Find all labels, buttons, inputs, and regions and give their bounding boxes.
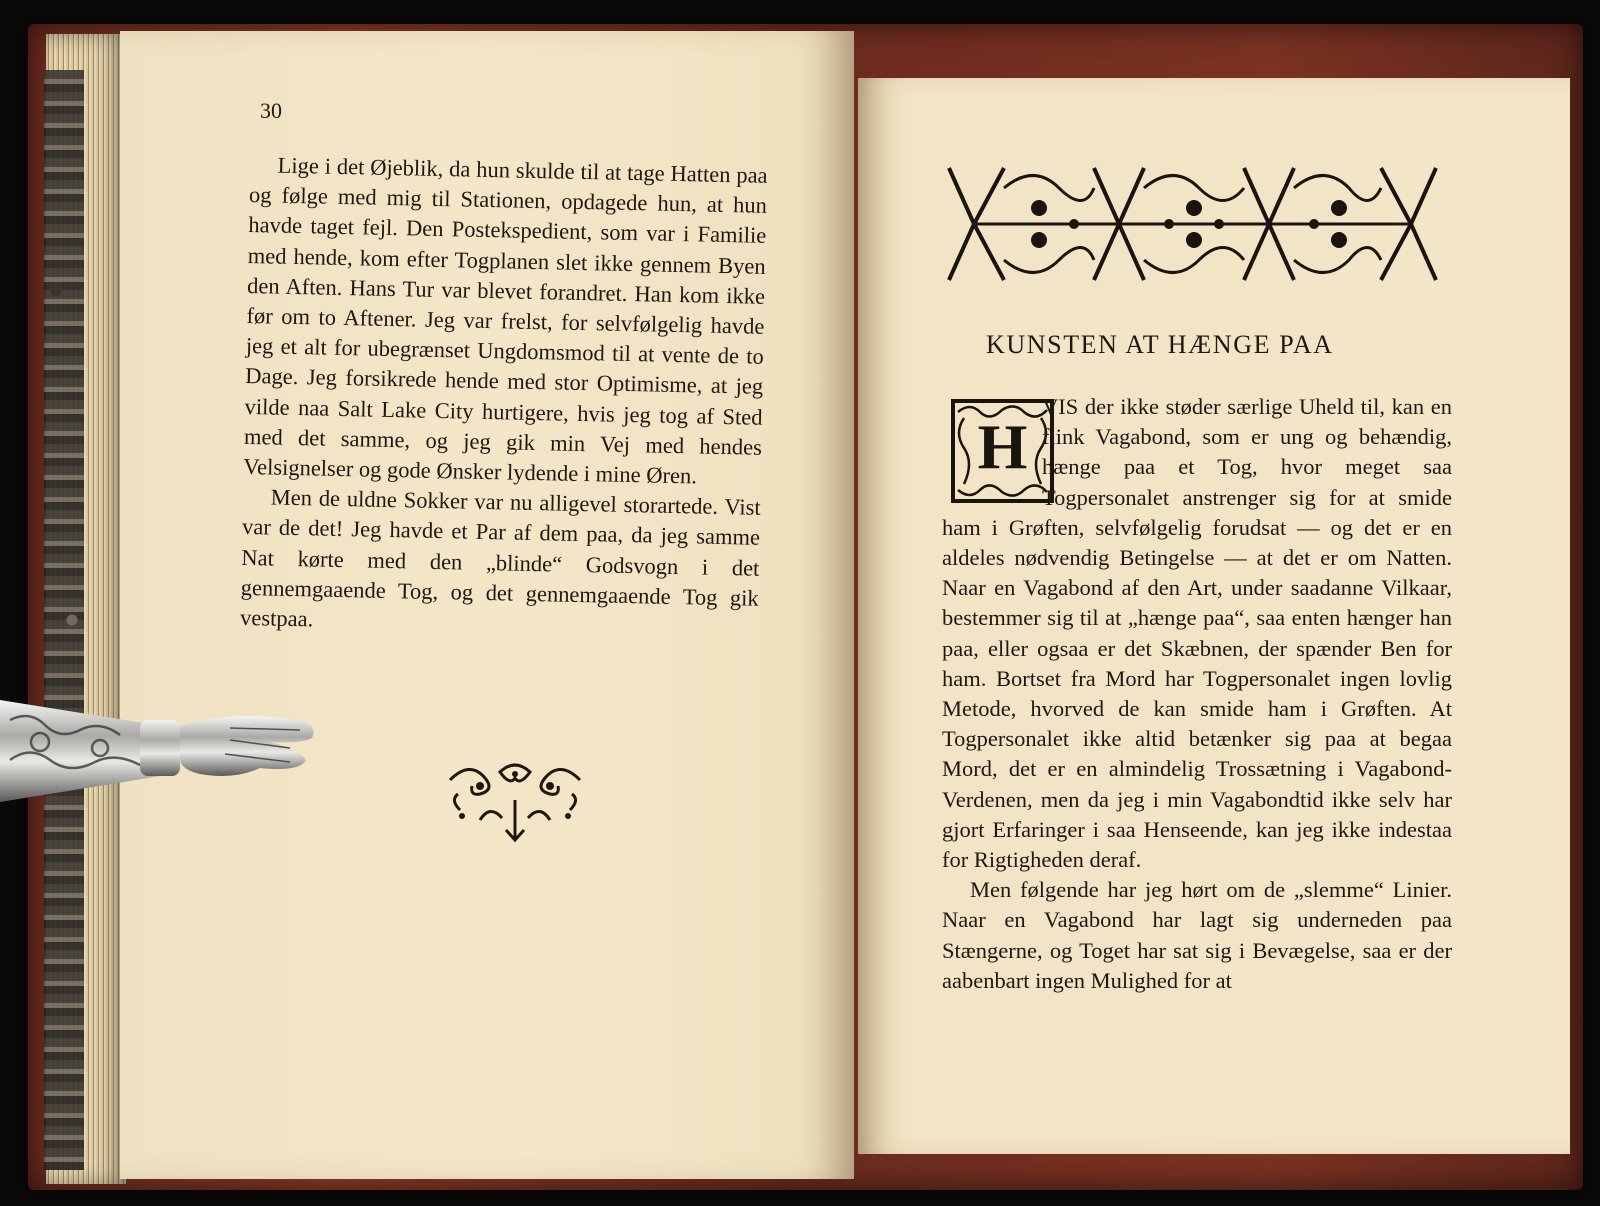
chapter-heading: KUNSTEN AT HÆNGE PAA	[986, 330, 1334, 359]
paragraph: Lige i det Øjeblik, da hun skulde til at tage Hatten paa og følge med mig til Stationen, opdagede hun, at hun havde taget fejl. Den Postekspedient, som var i Familie med hende, kom efter Togplanen slet ikke gennem Byen den Aften. Hans Tur var blevet forandret. Han kom ikke før om to Aftener. Jeg var frelst, for selvfølgelig havde jeg et alt for ubegrænset Ungdomsmod til at vente de to Dage. Jeg forsikrede hende med stor Optimisme, at jeg vilde naa Salt Lake City hurtigere, hvis jeg tog af Sted med det samme, og jeg gik min Vej med hendes Velsignelser og gode Ønsker lydende i mine Øren.	[243, 152, 768, 489]
paragraph-text: VIS der ikke støder særlige Uheld til, kan en flink Vagabond, som er ung og behændig, hænge paa et Tog, hvor meget saa Togpersonalet anstrenger sig for at smide ham i Grøften, selvfølgelig forudsat — og det er en aldeles nødvendig Betingelse — at det er om Natten. Naar en Vagabond af den Art, under saadanne Vilkaar, bestemmer sig til at „hænge paa“, saa enten hænger han paa, eller ogsaa er det Skæbnen, der spænder Ben for ham. Bortset fra Mord har Togpersonalet ingen lovlig Metode, hvorved de kan smide ham i Grøften. At Togpersonalet ikke altid betænker sig paa at begaa Mord, det er en almindelig Trossætning i Vagabond-Verdenen, men da jeg i min Vagabondtid ikke selv har gjort Erfaringer i saa Henseende, kan jeg ikke indestaa for Rigtigheden deraf.	[942, 394, 1452, 873]
drop-cap-letter: H	[977, 411, 1028, 482]
right-page-text	[942, 392, 1452, 996]
silver-hand-bookmark-clip	[0, 690, 330, 808]
marbled-endpaper	[44, 70, 84, 1170]
drop-cap-spacer	[942, 392, 1042, 508]
paragraph: Men de uldne Sokker var nu alligevel storartede. Vist var de det! Jeg havde et Par af dem paa, da jeg samme Nat kørte med den „blinde“ Godsvogn i det gennemgaaende Tog, og det gennemgaaende Tog gik vestpaa.	[239, 484, 761, 632]
paragraph	[942, 392, 1452, 875]
chapter-header-ornament	[944, 158, 1441, 290]
page-number: 30	[260, 98, 282, 123]
end-vignette-ornament	[440, 760, 590, 844]
left-page-text	[240, 150, 768, 644]
paragraph: Men følgende har jeg hørt om de „slemme“ Linier. Naar en Vagabond har lagt sig underneden paa Stængerne, og Toget har sat sig i Bevægelse, saa er der aabenbart ingen Mulighed for at	[942, 877, 1452, 993]
